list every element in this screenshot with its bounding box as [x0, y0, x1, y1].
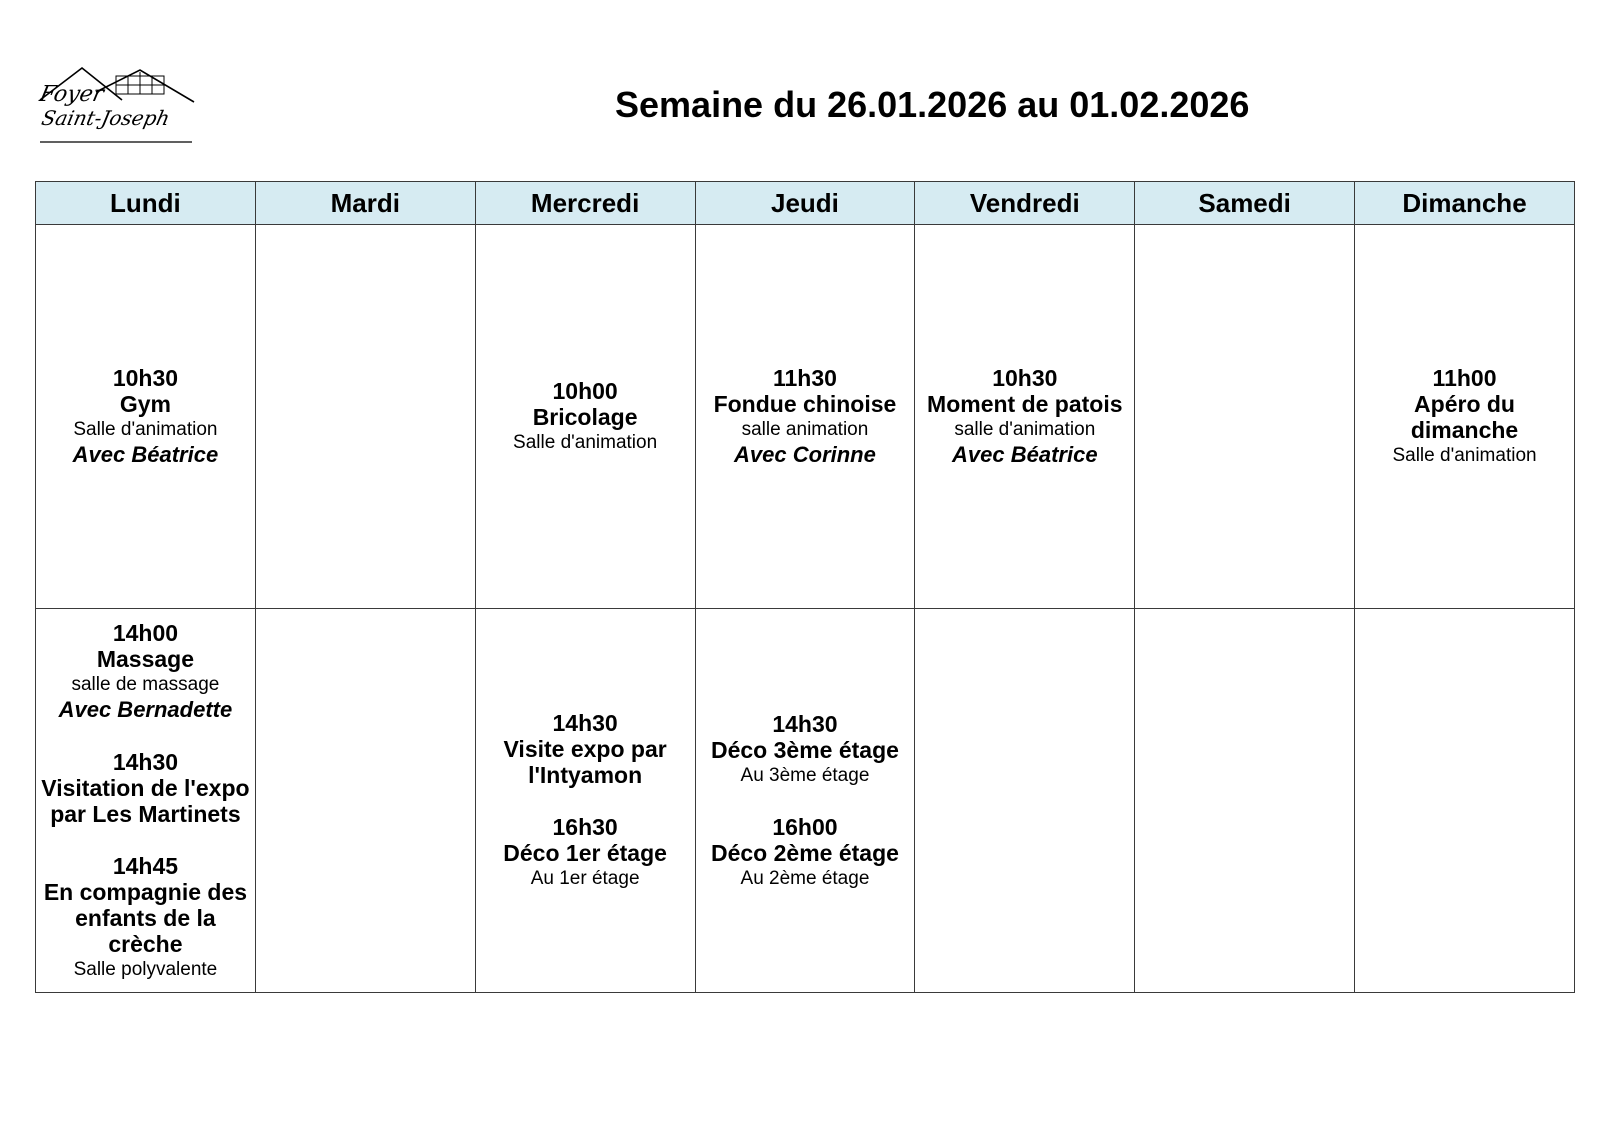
- activity-host: Avec Bernadette: [58, 696, 233, 722]
- activity-host: Avec Corinne: [734, 442, 876, 467]
- week-title: Semaine du 26.01.2026 au 01.02.2026: [615, 84, 1250, 125]
- activity-time: 14h00: [112, 619, 179, 646]
- activity-location: Au 3ème étage: [740, 764, 870, 786]
- activity-time: 16h30: [552, 814, 618, 840]
- activity-name: Déco 1er étage: [503, 840, 667, 866]
- activity-host: Avec Béatrice: [952, 442, 1098, 467]
- foyer-logo: [36, 62, 204, 148]
- day-header-jeudi: Jeudi: [695, 182, 915, 225]
- activity: [40, 749, 251, 827]
- activity: [700, 365, 911, 468]
- activity-name: Bricolage: [532, 404, 638, 430]
- morning-cell-jeudi: [695, 225, 915, 609]
- activity-name: Déco 2ème étage: [710, 839, 899, 866]
- activity: [919, 365, 1130, 468]
- day-header-row: [36, 182, 1575, 225]
- morning-row: [36, 225, 1575, 609]
- activity-location: salle animation: [741, 419, 869, 440]
- activity-name: Fondue chinoise: [713, 391, 897, 417]
- day-header-vendredi: Vendredi: [915, 182, 1135, 225]
- afternoon-cell-vendredi: [915, 609, 1135, 993]
- day-header-lundi: Lundi: [36, 182, 256, 225]
- activity-location: Au 2ème étage: [740, 867, 870, 889]
- activity-time: 10h30: [112, 365, 179, 391]
- logo-text-saint-joseph: Saint-Joseph: [39, 106, 173, 130]
- day-header-mardi: Mardi: [255, 182, 475, 225]
- activity-location: Salle polyvalente: [73, 958, 218, 980]
- afternoon-cell-mardi: [255, 609, 475, 993]
- activity: [40, 365, 251, 468]
- activity-location: salle d'animation: [954, 419, 1096, 440]
- activity-host: Avec Béatrice: [72, 442, 219, 467]
- morning-cell-mardi: [255, 225, 475, 609]
- afternoon-cell-lundi: [36, 609, 256, 993]
- activity-location: salle de massage: [71, 673, 220, 695]
- activity-name: Déco 3ème étage: [710, 736, 899, 763]
- activity-time: 14h30: [772, 710, 838, 737]
- activity-name: Visite expo par l'Intyamon: [503, 736, 667, 788]
- activity-name: Apéro du dimanche: [1410, 391, 1519, 443]
- afternoon-cell-mercredi: [475, 609, 695, 993]
- activity-location: Salle d'animation: [513, 432, 658, 453]
- afternoon-cell-dimanche: [1355, 609, 1575, 993]
- activity-time: 11h00: [1432, 365, 1497, 391]
- day-header-dimanche: Dimanche: [1355, 182, 1575, 225]
- logo-text-foyer: Foyer: [37, 82, 106, 107]
- activity-time: 10h30: [992, 365, 1058, 391]
- afternoon-cell-samedi: [1135, 609, 1355, 993]
- morning-cell-samedi: [1135, 225, 1355, 609]
- weekly-schedule-table: [35, 181, 1575, 993]
- morning-cell-vendredi: [915, 225, 1135, 609]
- activity-name: Moment de patois: [927, 391, 1123, 417]
- activity-name: En compagnie des enfants de la crèche: [43, 878, 248, 957]
- activity: [480, 378, 691, 455]
- activity: [480, 710, 691, 788]
- afternoon-row: [36, 609, 1575, 993]
- activity-name: Gym: [119, 391, 171, 417]
- afternoon-cell-jeudi: [695, 609, 915, 993]
- activity: [700, 711, 911, 788]
- activity-location: Salle d'animation: [73, 419, 218, 440]
- morning-cell-lundi: [36, 225, 256, 609]
- morning-cell-mercredi: [475, 225, 695, 609]
- activity-time: 11h30: [772, 365, 837, 391]
- activity-time: 16h00: [772, 813, 838, 840]
- activity-name: Massage: [96, 645, 194, 672]
- day-header-samedi: Samedi: [1135, 182, 1355, 225]
- activity-time: 14h45: [112, 852, 179, 879]
- activity: [1359, 365, 1570, 468]
- activity: [700, 814, 911, 891]
- activity-time: 10h00: [552, 378, 618, 404]
- activity-time: 14h30: [552, 710, 618, 736]
- activity: [40, 853, 251, 982]
- activity-name: Visitation de l'expo par Les Martinets: [41, 774, 250, 827]
- day-header-mercredi: Mercredi: [475, 182, 695, 225]
- activity-time: 14h30: [112, 748, 179, 775]
- activity: [40, 620, 251, 723]
- morning-cell-dimanche: [1355, 225, 1575, 609]
- activity-location: Au 1er étage: [530, 868, 640, 889]
- activity-location: Salle d'animation: [1392, 445, 1537, 466]
- activity: [480, 814, 691, 891]
